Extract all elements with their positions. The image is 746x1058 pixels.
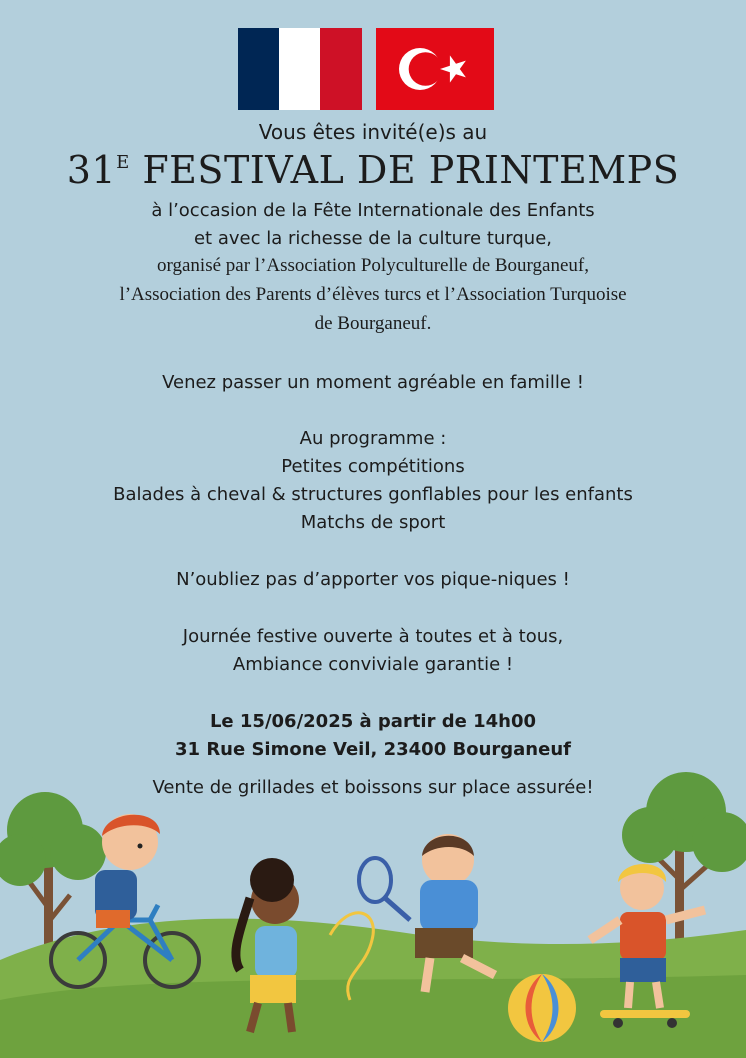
program-item: Petites compétitions — [281, 456, 465, 477]
event-address: 31 Rue Simone Veil, 23400 Bourganeuf — [175, 739, 571, 760]
turkey-flag — [376, 28, 494, 110]
festive-line-2: Ambiance conviviale garantie ! — [232, 654, 514, 675]
park-illustration — [0, 770, 746, 1058]
intro-line-2: et avec la richesse de la culture turque, — [193, 228, 553, 249]
beach-ball-icon — [508, 974, 576, 1042]
intro-line-4: l’Association des Parents d’élèves turcs et l’Association Turquoise — [119, 284, 627, 305]
intro-line-5: de Bourganeuf. — [314, 313, 432, 334]
france-flag — [238, 28, 362, 110]
event-date: Le 15/06/2025 à partir de 14h00 — [209, 711, 537, 732]
food-note: Vente de grillades et boissons sur place assurée! — [152, 777, 594, 798]
festival-title — [0, 148, 746, 192]
intro-line-1: à l’occasion de la Fête Internationale des Enfants — [151, 200, 595, 221]
festive-line-1: Journée festive ouverte à toutes et à tous, — [182, 626, 564, 647]
picnic-reminder: N’oubliez pas d’apporter vos pique-niques ! — [176, 569, 570, 590]
invite-line: Vous êtes invité(e)s au — [258, 120, 488, 144]
program-heading: Au programme : — [299, 428, 447, 449]
program-item: Matchs de sport — [300, 512, 446, 533]
program-item: Balades à cheval & structures gonflables pour les enfants — [113, 484, 633, 505]
intro-line-3: organisé par l’Association Polyculturelle de Bourganeuf, — [157, 255, 589, 276]
tagline: Venez passer un moment agréable en famille ! — [162, 372, 584, 393]
title-superscript: E — [116, 152, 130, 173]
flags-row — [0, 28, 746, 110]
title-text: FESTIVAL DE PRINTEMPS — [129, 148, 680, 192]
title-number: 31 — [66, 148, 117, 192]
